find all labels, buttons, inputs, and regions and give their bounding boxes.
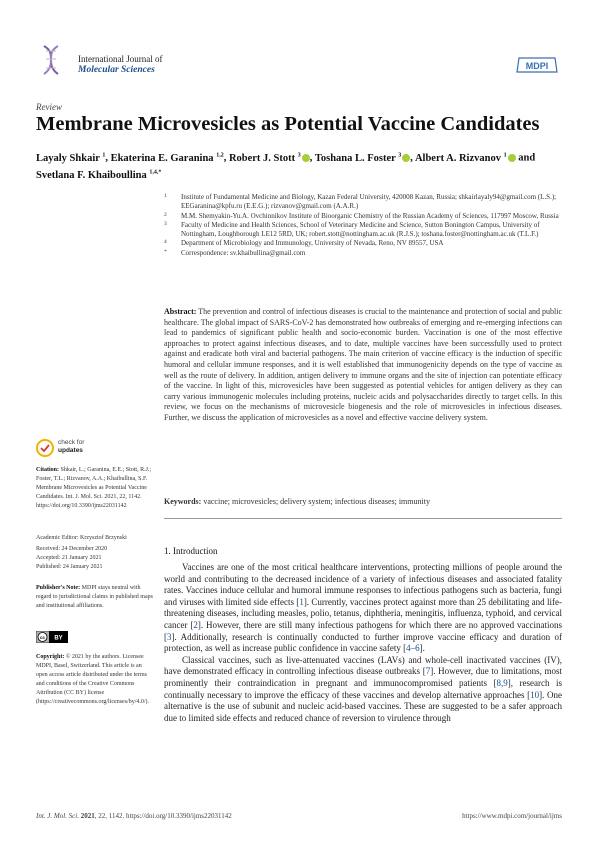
affiliation-item: 2 M.M. Shemyakin-Yu.A. Ovchinnikov Institute of Bioorganic Chemistry of the Russian Academy of Sciences, 117997 Moscow, Russia <box>164 211 559 220</box>
reference-link[interactable]: 8,9 <box>496 677 508 688</box>
check-for-updates-button[interactable] <box>36 438 94 460</box>
academic-editor: Academic Editor: Krzysztof Brzynski <box>36 535 127 541</box>
author-affiliation-mark: 1,2 <box>216 152 224 158</box>
accepted-date: Accepted: 21 January 2021 <box>36 555 102 562</box>
author-affiliation-mark: 3 <box>297 152 301 158</box>
copyright-label: Copyright: <box>36 654 65 660</box>
citation-block <box>36 466 154 511</box>
author-affiliation-mark: 1 <box>102 152 106 158</box>
dates-block <box>36 545 154 572</box>
abstract <box>164 307 562 424</box>
reference-link[interactable]: 7 <box>425 666 431 677</box>
check-label-1: check for <box>58 439 85 446</box>
article-title: Membrane Microvesicles as Potential Vaccine Candidates <box>36 113 540 135</box>
article-type: Review <box>36 102 62 112</box>
body-text <box>164 562 562 724</box>
citation-text: Shkair, L.; Garanina, E.E.; Stott, R.J.; Foster, T.L.; Rizvanov, A.A.; Khaibullina, S.F. Membrane Microvesicles as Potential Vaccine Candidates. Int. J. Mol. Sci. 2021, 22, 1142. https://doi.org/10.3390/ijms22031142 <box>36 467 152 510</box>
reference-link[interactable]: 10 <box>530 689 540 700</box>
divider <box>164 518 562 519</box>
author-name: Toshana L. Foster $^3$ <box>315 153 410 164</box>
publisher-label: MDPI <box>525 61 549 71</box>
author-affiliation-mark: 1 <box>503 152 507 158</box>
keywords-label: Keywords: <box>164 497 202 506</box>
received-date: Received: 24 December 2020 <box>36 546 108 552</box>
affiliation-item: 3 Faculty of Medicine and Health Sciences, School of Veterinary Medicine and Science, Sutton Bonington Campus, University of Nottingham, Loughborough LE12 5RD, UK; robert.stott@nottingham.ac.uk (R.J.S.); toshana.foster@nottingham.ac.uk (T.L.F.) <box>164 220 540 239</box>
footer-year: 2021 <box>80 812 95 820</box>
orcid-icon[interactable] <box>302 154 310 162</box>
author-affiliation-mark: 3 <box>398 152 402 158</box>
publisher-note-label: Publisher's Note: <box>36 585 81 591</box>
footer-journal: Int. J. Mol. Sci. <box>36 812 79 820</box>
publisher-note <box>36 584 154 611</box>
check-label-2: updates <box>58 447 83 454</box>
citation-label: Citation: <box>36 467 59 473</box>
footer-doi[interactable]: , 22, 1142. https://doi.org/10.3390/ijms22031142 <box>94 812 232 820</box>
author-affiliation-mark: 1,4,* <box>149 169 162 176</box>
publisher-note-text: MDPI stays neutral with regard to jurisdictional claims in published maps and institutional affiliations. <box>36 585 153 610</box>
affiliation-item: 1 Institute of Fundamental Medicine and Biology, Kazan Federal University, 420008 Kazan, Russia; shkairlayaly94@gmail.com (L.S.); EEGaranina@kpfu.ru (E.E.G.); rizvanov@gmail.com (A.A.R.) <box>164 193 557 211</box>
journal-name <box>78 54 162 76</box>
author-name: Ekaterina E. Garanina $^{1,2}$ <box>110 152 224 164</box>
affiliations <box>164 193 564 258</box>
footer-citation <box>36 812 232 820</box>
footer <box>36 812 562 820</box>
copyright-text: © 2021 by the authors. Licensee MDPI, Basel, Switzerland. This article is an open access article distributed under the terms and conditions of the Creative Commons Attribution (CC BY) license (https://creativecommons.org/licenses/by/4.0/). <box>36 654 150 706</box>
author-name: Svetlana F. Khaiboullina $^{1,4,*}$ <box>36 169 162 181</box>
paragraph-2: Classical vaccines, such as live-attenuated vaccines (LAVs) and whole-cell inactivated vaccines (IV), have demonstrated efficacy in controlling infectious disease outbreaks [7]. However, due to limitations, most prominently their contraindication in pregnant and immunocompromised patients [8,9], research is continually necessary to improve the efficacy of these vaccines and develop alternative approaches [10]. One alternative is the use of subunit and nucleic acid-based vaccines. These are suggested to be a safer approach due to limited side effects and reduced chance of reversion to virulence through <box>164 654 563 723</box>
paragraph-1: Vaccines are one of the most critical healthcare interventions, protecting millions of people around the world and contributing to the decreased incidence of a variety of infectious diseases and associated fatality rates. Vaccines induce cellular and humoral immune responses to infectious pathogens such as bacteria, fungi and viruses with limited side effects [1]. Currently, vaccines protect against more than 25 debilitating and life-threatening diseases, including measles, polio, tetanus, diphtheria, meningitis, influenza, typhoid, and cervical cancer [2]. However, there are still many infectious pathogens for which there are no approved vaccinations [3]. Additionally, research is continually conducted to further improve vaccine efficacy and duration of protection, as well as increase public confidence in vaccine safety [4–6]. <box>164 562 562 654</box>
svg-text:BY: BY <box>54 635 63 642</box>
copyright-block <box>36 653 154 708</box>
author-name: Layaly Shkair $^1$ <box>36 152 106 164</box>
author-name: Albert A. Rizvanov $^1$ <box>415 153 516 164</box>
abstract-text: The prevention and control of infectious diseases is crucial to the maintenance and protection of social and public healthcare. The global impact of SARS-CoV-2 has demonstrated how outbreaks of emerging and re-emerging infections can lead to pandemics of significant public health and socio-economic burden. Vaccination is one of the most effective approaches to protect against infectious diseases, and to date, multiple vaccines have been successfully used to protect against and eradicate both viral and bacterial pathogens. The main criterion of vaccine efficacy is the induction of specific humoral and cellular immune responses, and it is well established that immunogenicity depends on the type of vaccine as well as the route of delivery. In addition, antigen delivery to immune organs and the site of injection can potentiate efficacy of the vaccine. In light of this, microvesicles have been suggested as potential vehicles for antigen delivery as they can carry various immunogenic molecules including proteins, nucleic acids and polysaccharides directly to target cells. In this review, we focus on the mechanisms of microvesicle biogenesis and the role of microvesicles in infectious diseases. Further, we discuss the application of microvesicles as a novel and effective vaccine delivery system. <box>164 307 562 422</box>
check-for-updates-icon <box>36 439 54 457</box>
published-date: Published: 24 January 2021 <box>36 564 103 571</box>
journal-logo-icon <box>36 42 72 82</box>
section-heading: 1. Introduction <box>164 546 218 556</box>
affiliation-item: 4 Department of Microbiology and Immunology, University of Nevada, Reno, NV 89557, USA <box>164 239 444 248</box>
author-name: Robert J. Stott $^3$ <box>229 153 310 164</box>
reference-link[interactable]: 3 <box>167 631 172 642</box>
svg-text:cc: cc <box>39 635 46 640</box>
reference-link[interactable]: 4–6 <box>406 643 420 654</box>
author-list: Layaly Shkair $^1$, Ekaterina E. Garanina $^{1,2}$, Robert J. Stott $^3$ , Toshana L. Foster $^3$ , Albert A. Rizvanov $^1$ and Svetlana F. Khaiboullina $^{1,4,*}$ <box>36 152 536 181</box>
cc-by-license-icon[interactable] <box>36 631 68 643</box>
reference-link[interactable]: 2 <box>193 619 198 630</box>
abstract-label: Abstract: <box>164 307 197 316</box>
mdpi-logo-icon <box>515 56 559 74</box>
keywords <box>164 497 562 508</box>
reference-link[interactable]: 1 <box>299 596 304 607</box>
orcid-icon[interactable] <box>508 154 516 162</box>
footer-url[interactable]: https://www.mdpi.com/journal/ijms <box>462 812 562 820</box>
journal-name-line2: Molecular Sciences <box>78 65 155 75</box>
journal-name-line1: International Journal of <box>78 54 163 64</box>
keywords-text: vaccine; microvesicles; delivery system; infectious diseases; immunity <box>203 497 430 506</box>
orcid-icon[interactable] <box>402 154 410 162</box>
affiliation-item: * Correspondence: sv.khaibullina@gmail.com <box>164 248 306 257</box>
